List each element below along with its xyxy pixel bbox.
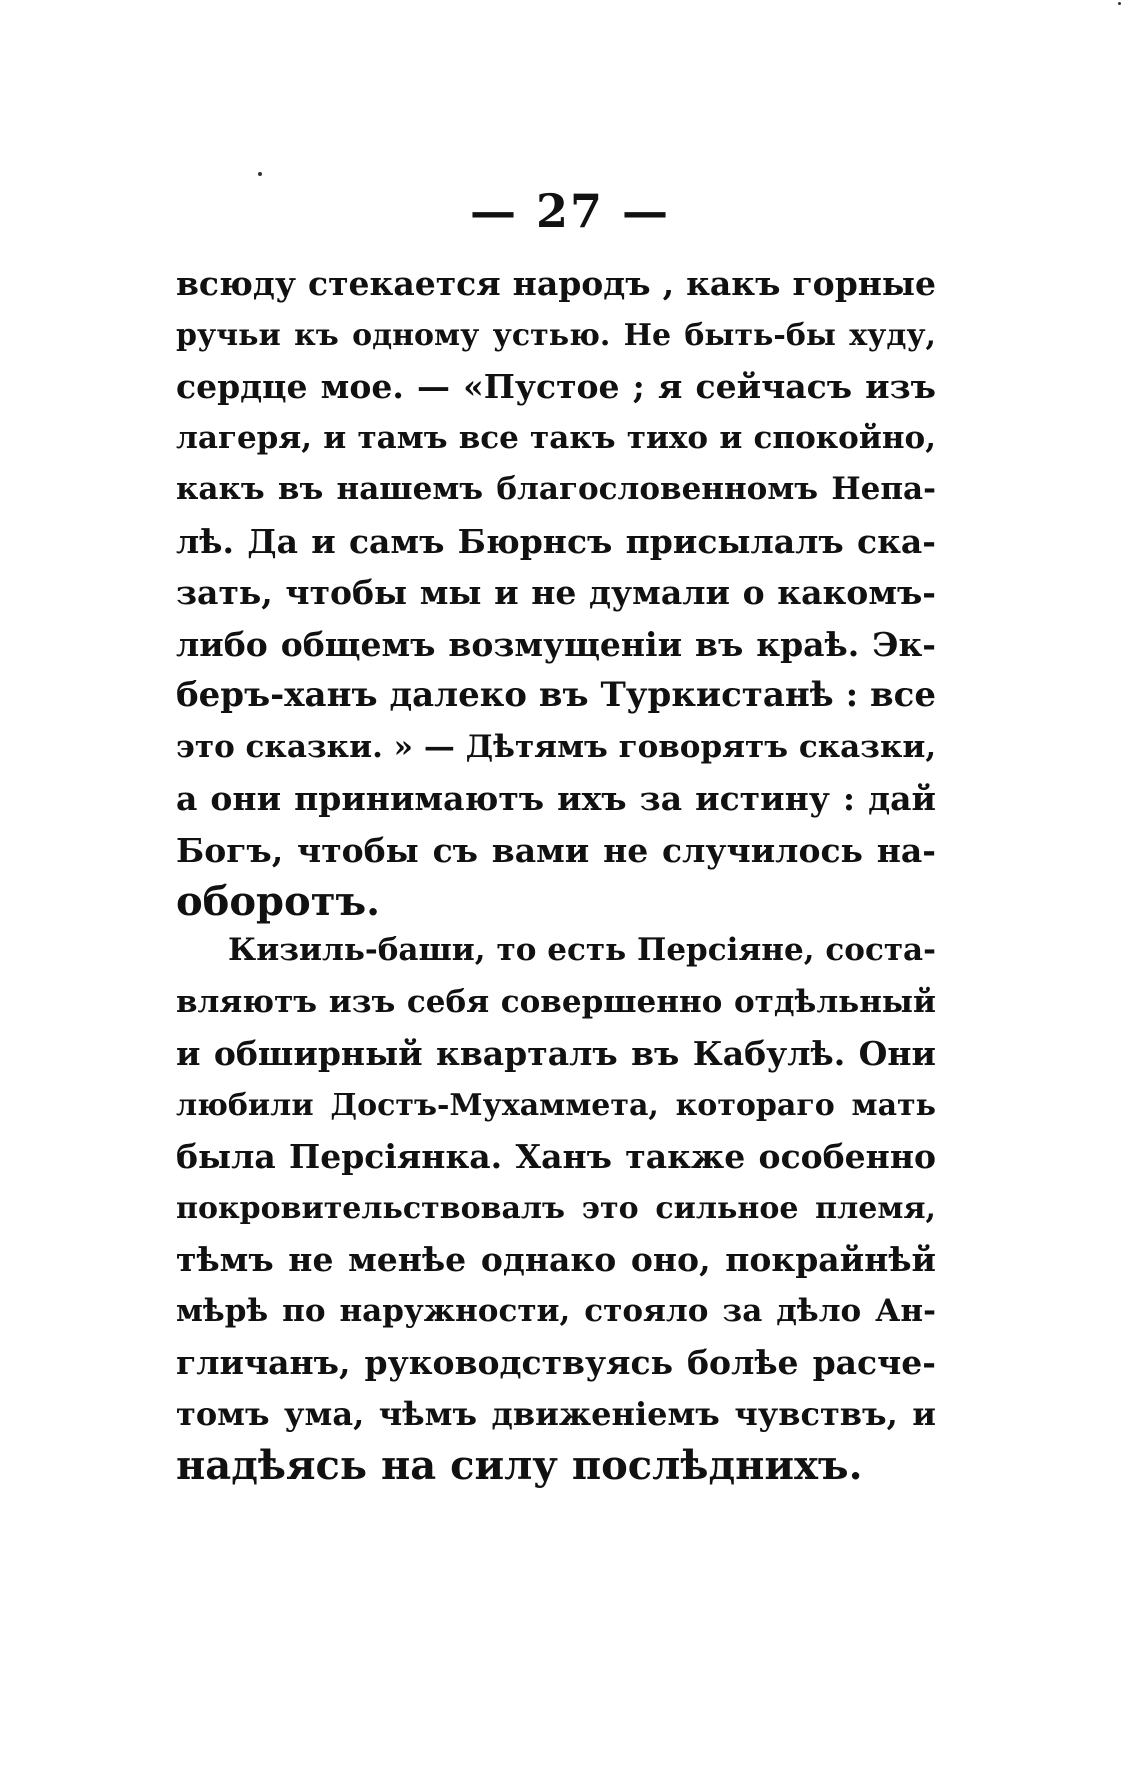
text-line: была Персіянка. Ханъ также особенно	[176, 1137, 936, 1176]
text-line: надѣясь на силу послѣднихъ.	[176, 1442, 863, 1489]
text-line: какъ въ нашемъ благословенномъ Непа-	[176, 471, 936, 507]
paragraph-2	[176, 925, 936, 1492]
text-line: лѣ. Да и самъ Бюрнсъ присылалъ ска-	[176, 521, 936, 561]
paper-speck	[1118, 2, 1121, 5]
text-line: всюду стекается народъ , какъ горные	[176, 264, 936, 303]
text-line: мѣрѣ по наружности, стояло за дѣло Ан-	[176, 1292, 936, 1329]
text-line: сердце мое. — «Пустое ; я сейчасъ изъ	[176, 367, 936, 406]
text-line: а они принимаютъ ихъ за истину : дай	[176, 779, 936, 818]
text-line: Богъ, чтобы съ вами не случилось на-	[176, 830, 936, 870]
paragraph-1	[176, 258, 936, 928]
text-line: либо общемъ возмущеніи въ краѣ. Эк-	[176, 624, 936, 664]
page-number: — 27 —	[469, 184, 671, 238]
paper-speck	[258, 172, 262, 176]
text-line: лагеря, и тамъ все такъ тихо и спокойно,	[176, 419, 936, 456]
text-line: это сказки. » — Дѣтямъ говорятъ сказки,	[176, 728, 937, 765]
text-line: покровительствовалъ это сильное племя,	[176, 1190, 936, 1226]
text-line: вляютъ изъ себя совершенно отдѣльный	[176, 983, 936, 1020]
text-line: беръ-ханъ далеко въ Туркистанѣ : все	[176, 675, 936, 715]
text-line: томъ ума, чѣмъ движеніемъ чувствъ, и	[176, 1394, 936, 1433]
text-line: тѣмъ не менѣе однако оно, покрайнѣй	[176, 1240, 936, 1279]
text-line: любили Достъ-Мухаммета, котораго мать	[176, 1087, 936, 1123]
text-line: и обширный кварталъ въ Кабулѣ. Они	[176, 1034, 936, 1073]
text-line: зать, чтобы мы и не думали о какомъ-	[176, 573, 936, 612]
text-line: ручьи къ одному устью. Не быть-бы худу,	[176, 317, 936, 353]
text-line: оборотъ.	[176, 878, 381, 925]
text-line: гличанъ, руководствуясь болѣе расче-	[176, 1343, 936, 1382]
text-line: Кизиль-баши, то есть Персіяне, соста-	[228, 932, 936, 968]
